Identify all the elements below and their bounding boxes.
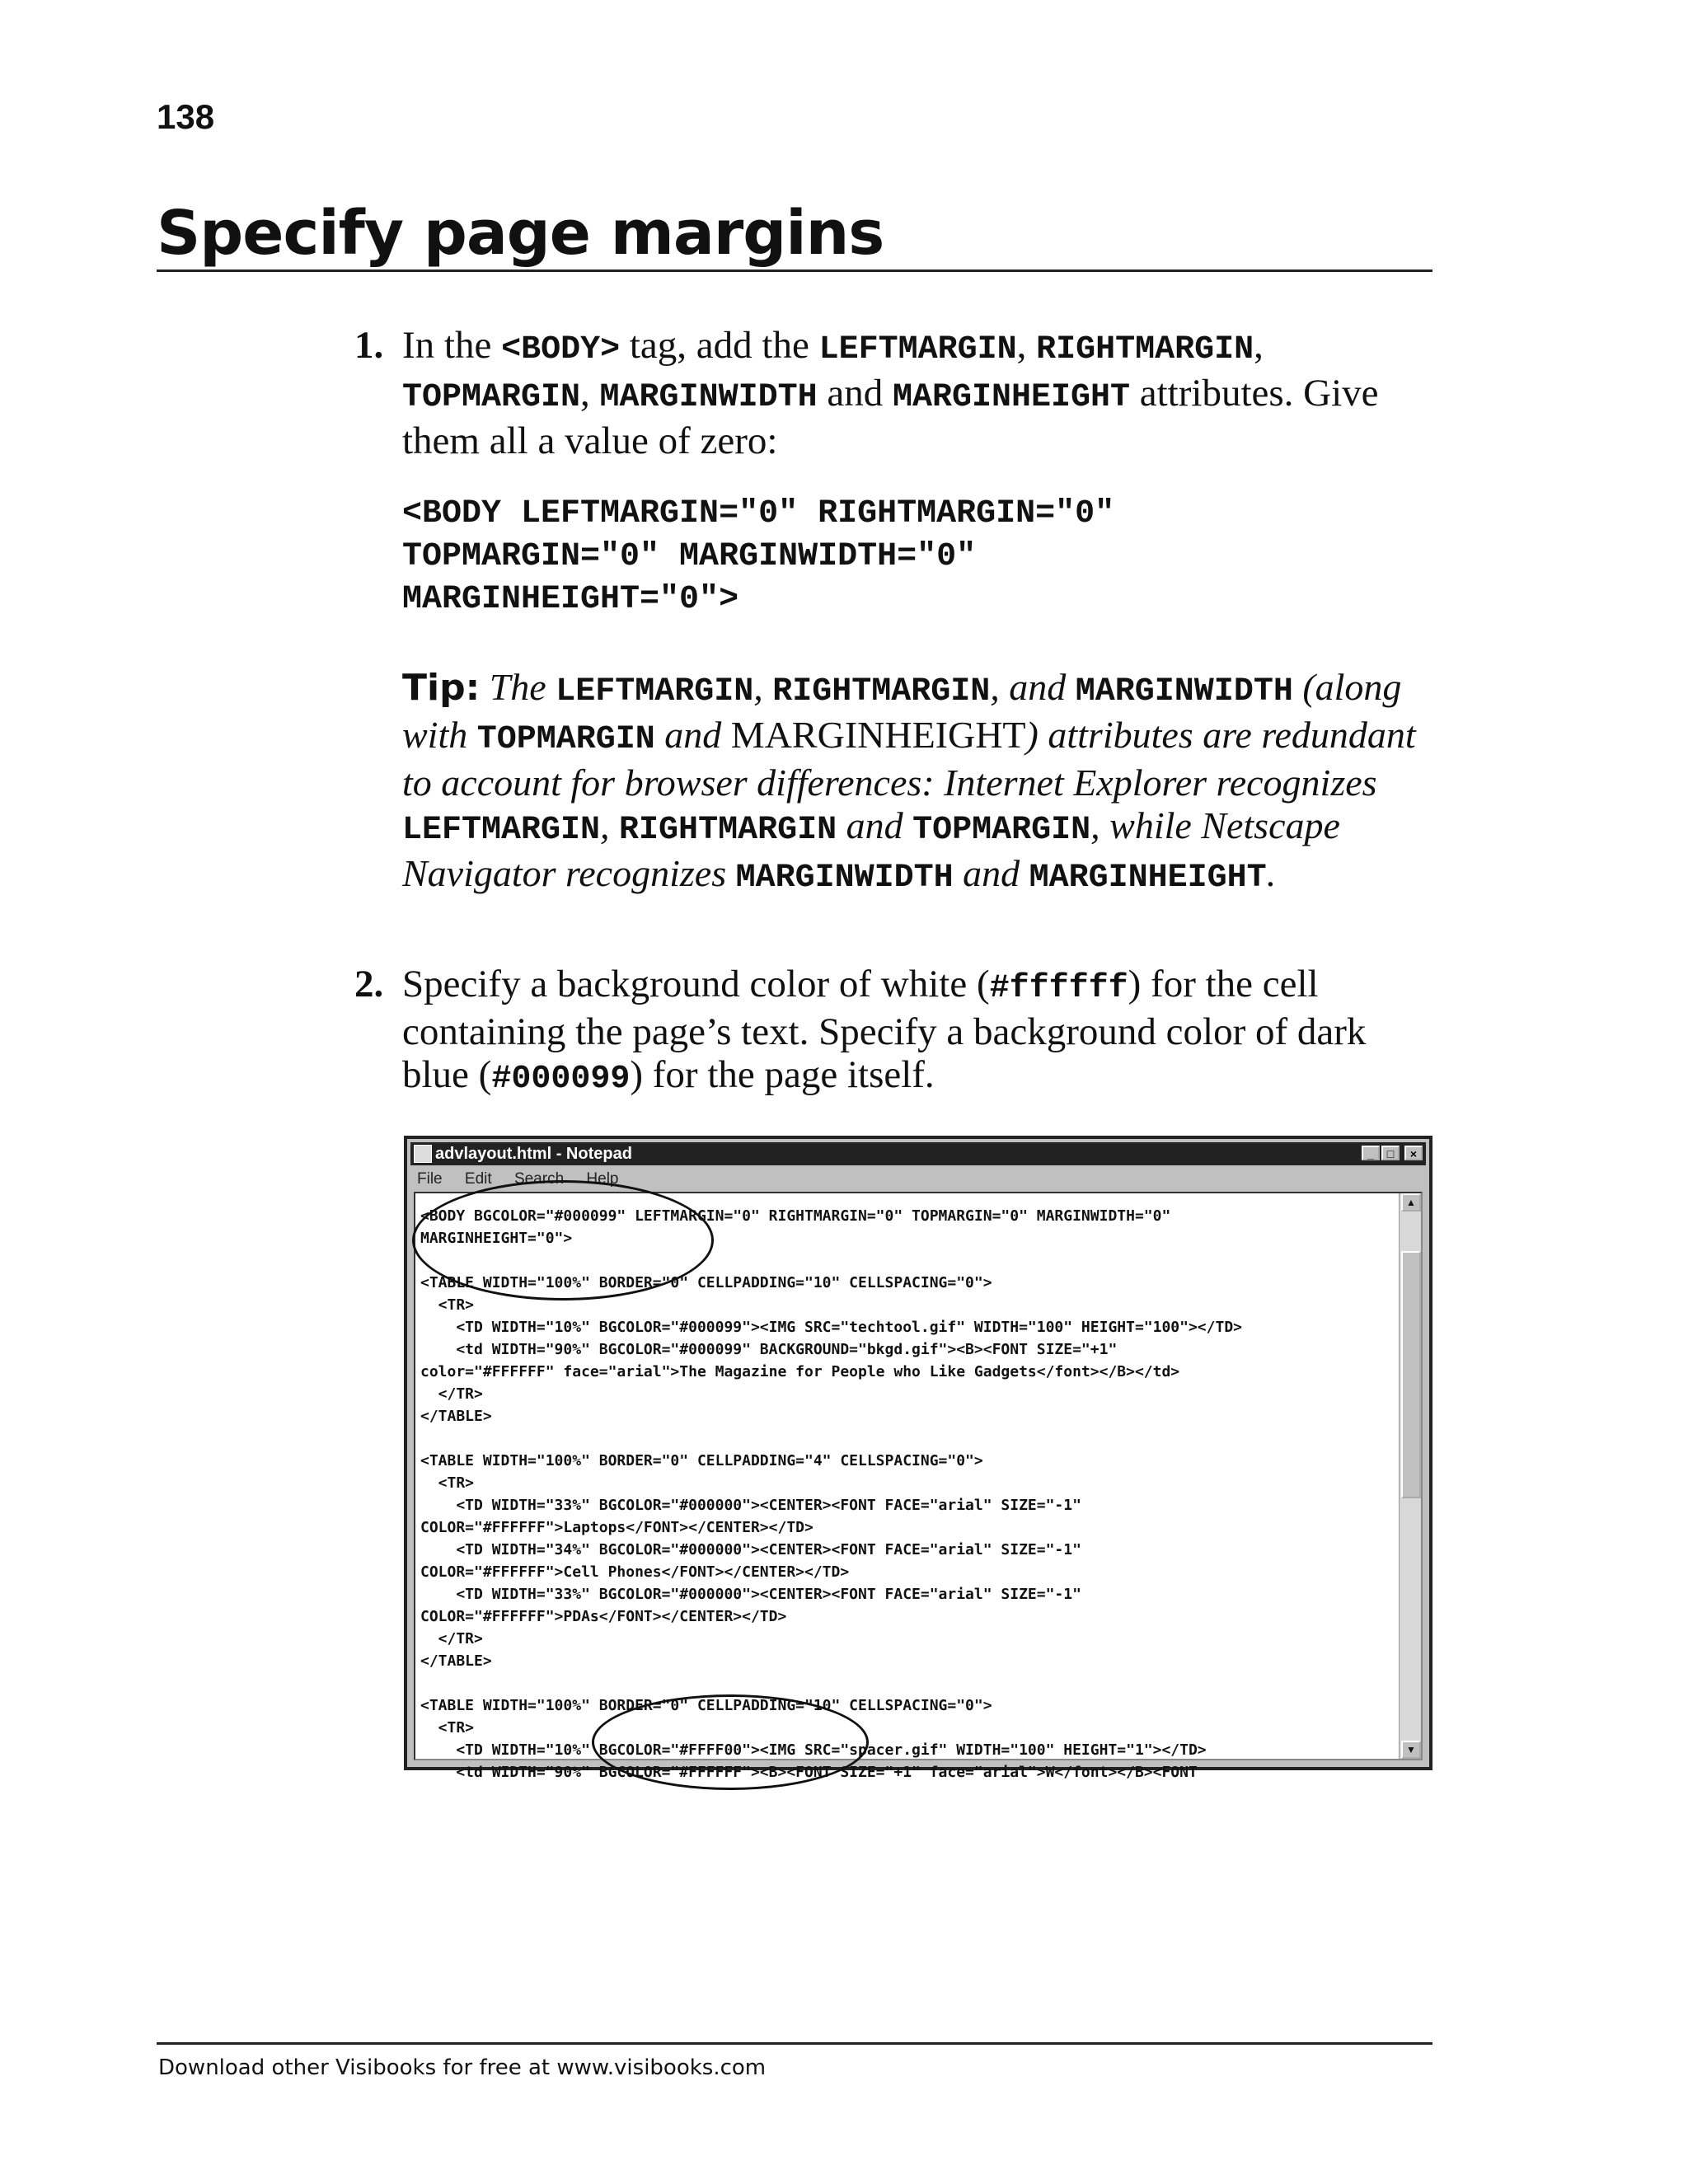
code: LEFTMARGIN	[556, 673, 754, 710]
text: ) attributes are redundant to account for browser differences: Internet Explorer recognizes	[402, 714, 1416, 804]
text: , and	[990, 666, 1076, 708]
code: RIGHTMARGIN	[772, 673, 991, 710]
text: MARGINHEIGHT	[730, 714, 1026, 756]
text: The	[480, 666, 556, 708]
menu-file[interactable]: File	[417, 1170, 443, 1188]
callout-ellipse-cell-bgcolor	[592, 1694, 869, 1790]
callout-ellipse-body-bgcolor	[412, 1180, 714, 1301]
code-marginwidth: MARGINWIDTH	[599, 379, 818, 416]
text: ,	[600, 804, 620, 846]
text: ,	[1016, 324, 1037, 367]
text: Specify a background color of white (	[402, 963, 990, 1005]
text: attributes. Give them all a value of zero:	[402, 372, 1379, 462]
scroll-up-arrow-icon[interactable]: ▲	[1401, 1193, 1421, 1212]
minimize-icon[interactable]: _	[1362, 1146, 1380, 1160]
menu-edit[interactable]: Edit	[464, 1170, 492, 1188]
page-number: 138	[157, 97, 215, 136]
tip-paragraph	[402, 666, 1432, 900]
text: , while Netscape Navigator recognizes	[402, 804, 1340, 894]
code: RIGHTMARGIN	[619, 812, 837, 849]
text: and	[837, 804, 913, 846]
notepad-title: advlayout.html - Notepad	[435, 1145, 632, 1163]
step-2-number: 2.	[354, 963, 384, 1005]
maximize-icon[interactable]: □	[1381, 1146, 1400, 1160]
notepad-icon	[414, 1145, 432, 1163]
text: ,	[580, 372, 600, 415]
code: TOPMARGIN	[476, 721, 655, 758]
code-topmargin: TOPMARGIN	[402, 379, 581, 416]
step-1-text	[402, 324, 1424, 462]
code: LEFTMARGIN	[402, 812, 601, 849]
menu-help[interactable]: Help	[586, 1170, 619, 1188]
code: MARGINWIDTH	[735, 860, 954, 897]
notepad-titlebar[interactable]	[410, 1142, 1426, 1165]
code-body-tag: <BODY>	[501, 331, 621, 368]
text: ,	[753, 666, 773, 708]
text: .	[1266, 852, 1277, 894]
footer-text: Download other Visibooks for free at www.visibooks.com	[158, 2055, 767, 2080]
close-icon[interactable]: ×	[1404, 1146, 1423, 1160]
tip-label: Tip:	[402, 667, 481, 709]
text: tag, add the	[620, 324, 819, 367]
text: and	[953, 852, 1029, 894]
code-leftmargin: LEFTMARGIN	[818, 331, 1017, 368]
text: and	[817, 372, 893, 415]
code: MARGINHEIGHT	[1029, 860, 1267, 897]
code-rightmargin: RIGHTMARGIN	[1036, 331, 1254, 368]
text: ) for the page itself.	[630, 1053, 935, 1096]
menu-search[interactable]: Search	[513, 1170, 565, 1188]
vertical-scrollbar[interactable]	[1399, 1193, 1421, 1759]
text: and	[654, 714, 731, 756]
code-darkblue-hex: #000099	[491, 1061, 631, 1098]
notepad-code: <BODY BGCOLOR="#000099" LEFTMARGIN="0" RIGHTMARGIN="0" TOPMARGIN="0" MARGINWIDTH="0" MARGINHEIGHT="0"> <TABLE WIDTH="100%" BORDER="0" CELLPADDING="10" CELLSPACING="0"> <TR> <TD WIDTH="10%" BGCOLOR="#000099"><IMG SRC="techtool.gif" WIDTH="100" HEIGHT="100"></TD> <td WIDTH="90%" BGCOLOR="#000099" BACKGROUND="bkgd.gif"><B><FONT SIZE="+1" color="#FFFFFF" face="arial">The Magazine for People who Like Gadgets</font></B></td> </TR> </TABLE> <TABLE WIDTH="100%" BORDER="0" CELLPADDING="4" CELLSPACING="0"> <TR> <TD WIDTH="33%" BGCOLOR="#000000"><CENTER><FONT FACE="arial" SIZE="-1" COLOR="#FFFFFF">Laptops</FONT></CENTER></TD> <TD WIDTH="34%" BGCOLOR="#000000"><CENTER><FONT FACE="arial" SIZE="-1" COLOR="#FFFFFF">Cell Phones</FONT></CENTER></TD> <TD WIDTH="33%" BGCOLOR="#000000"><CENTER><FONT FACE="arial" SIZE="-1" COLOR="#FFFFFF">PDAs</FONT></CENTER></TD> </TR> </TABLE> <TABLE WIDTH="100%" BORDER="0" CELLPADDING="10" CELLSPACING="0"> <TR> <TD WIDTH="10%" BGCOLOR="#FFFF00"><IMG SRC="spacer.gif" WIDTH="100" HEIGHT="1"></TD> <td WIDTH="90%" BGCOLOR="#FFFFFF"><B><FONT SIZE="+1" face="arial">W</font></B><FONT	[420, 1207, 1242, 1781]
page-title: Specify page margins	[157, 198, 884, 269]
step-1-number: 1.	[354, 324, 384, 367]
text: ) for the cell containing the page’s text. Specify a background color of dark blue (	[402, 963, 1367, 1096]
footer-rule	[157, 2042, 1432, 2045]
code: TOPMARGIN	[912, 812, 1091, 849]
step-2-text	[402, 963, 1424, 1101]
code-white-hex: #ffffff	[989, 970, 1128, 1007]
text: ,	[1254, 324, 1264, 367]
text: (along with	[402, 666, 1402, 756]
body-tag-code-example: <BODY LEFTMARGIN="0" RIGHTMARGIN="0" TOPMARGIN="0" MARGINWIDTH="0" MARGINHEIGHT="0">	[402, 495, 1115, 618]
title-rule	[157, 269, 1432, 272]
text: In the	[402, 324, 502, 367]
code: MARGINWIDTH	[1075, 673, 1293, 710]
code-marginheight: MARGINHEIGHT	[892, 379, 1131, 416]
scroll-down-arrow-icon[interactable]: ▼	[1401, 1741, 1421, 1759]
scroll-thumb[interactable]	[1401, 1251, 1421, 1498]
